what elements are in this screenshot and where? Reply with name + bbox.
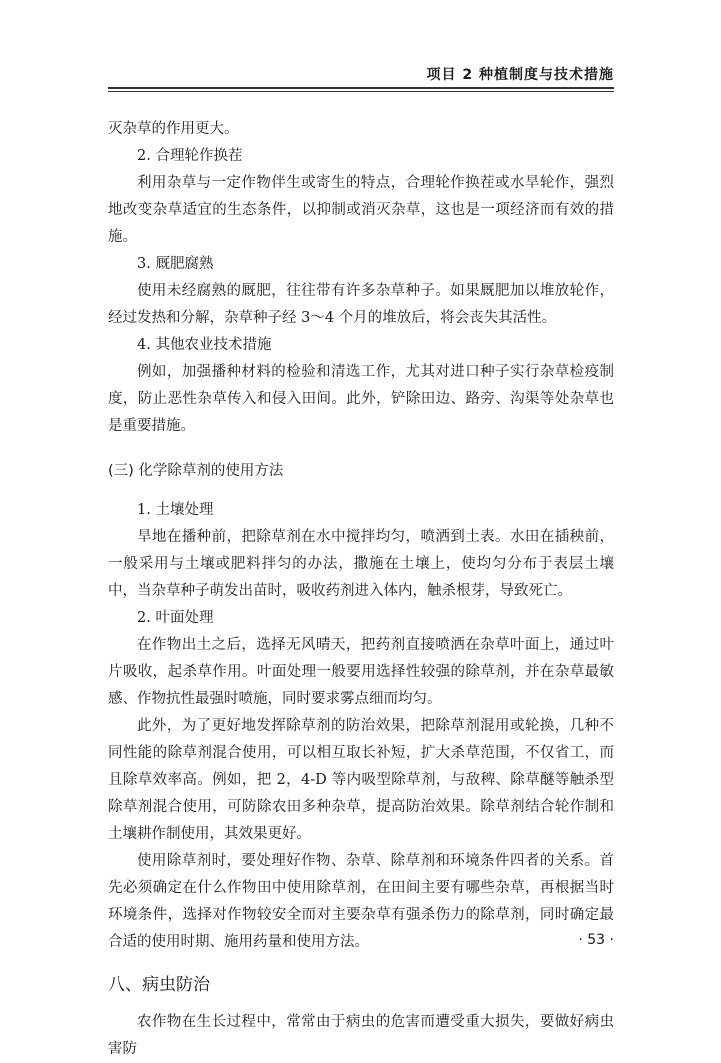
page-number: · 53 · [578, 932, 614, 948]
paragraph: 在作物出土之后，选择无风晴天，把药剂直接喷洒在杂草叶面上，通过叶片吸收，起杀草作用。叶面处理一般要用选择性较强的除草剂，并在杂草最敏感、作物抗性最强时喷施，同时要求雾点细而均匀。 [108, 637, 614, 707]
page-body [108, 116, 614, 1063]
subsection-heading: (三) 化学除草剂的使用方法 [108, 463, 284, 479]
running-header-title: 项目 2 种植制度与技术措施 [426, 67, 614, 83]
running-header [108, 64, 614, 86]
paragraph: 灭杂草的作用更大。 [108, 121, 239, 137]
section-heading: 八、病虫防治 [108, 975, 210, 995]
paragraph: 利用杂草与一定作物伴生或寄生的特点，合理轮作换茬或水旱轮作，强烈地改变杂草适宜的生态条件，以抑制或消灭杂草，这也是一项经济而有效的措施。 [108, 175, 614, 245]
paragraph: 例如，加强播种材料的检验和清选工作，尤其对进口种子实行杂草检疫制度，防止恶性杂草传入和侵入田间。此外，铲除田边、路旁、沟渠等处杂草也是重要措施。 [108, 364, 614, 434]
header-rule-thin [108, 91, 614, 92]
header-rule-thick [108, 87, 614, 89]
paragraph: 2. 合理轮作换茬 [137, 148, 243, 164]
paragraph: 使用除草剂时，要处理好作物、杂草、除草剂和环境条件四者的关系。首先必须确定在什么作物田中使用除草剂，在田间主要有哪些杂草，再根据当时环境条件，选择对作物较安全而对主要杂草有强杀伤力的除草剂，同时确定最合适的使用时期、施用药量和使用方法。 [108, 853, 614, 950]
paragraph: 农作物在生长过程中，常常由于病虫的危害而遭受重大损失，要做好病虫害防 [108, 1014, 614, 1057]
paragraph: 3. 厩肥腐熟 [137, 256, 214, 272]
paragraph: 2. 叶面处理 [137, 610, 214, 626]
paragraph: 此外，为了更好地发挥除草剂的防治效果，把除草剂混用或轮换，几种不同性能的除草剂混合使用，可以相互取长补短，扩大杀草范围，不仅省工，而且除草效率高。例如，把 2，4-D 等内吸型除草剂，与敌稗、除草醚等触杀型除草剂混合使用，可防除农田多种杂草，提高防治效果。除草剂结合轮作制和土壤耕作制使用，其效果更好。 [108, 718, 614, 842]
paragraph: 4. 其他农业技术措施 [137, 337, 272, 353]
paragraph: 旱地在播种前，把除草剂在水中搅拌均匀，喷洒到土表。水田在插秧前，一般采用与土壤或肥料拌匀的办法，撒施在土壤上，使均匀分布于表层土壤中，当杂草种子萌发出苗时，吸收药剂进入体内，触杀根芽，导致死亡。 [108, 529, 614, 599]
paragraph: 使用未经腐熟的厩肥，往往带有许多杂草种子。如果厩肥加以堆放轮作，经过发热和分解，杂草种子经 3～4 个月的堆放后，将会丧失其活性。 [108, 283, 614, 326]
paragraph: 1. 土壤处理 [137, 502, 214, 518]
